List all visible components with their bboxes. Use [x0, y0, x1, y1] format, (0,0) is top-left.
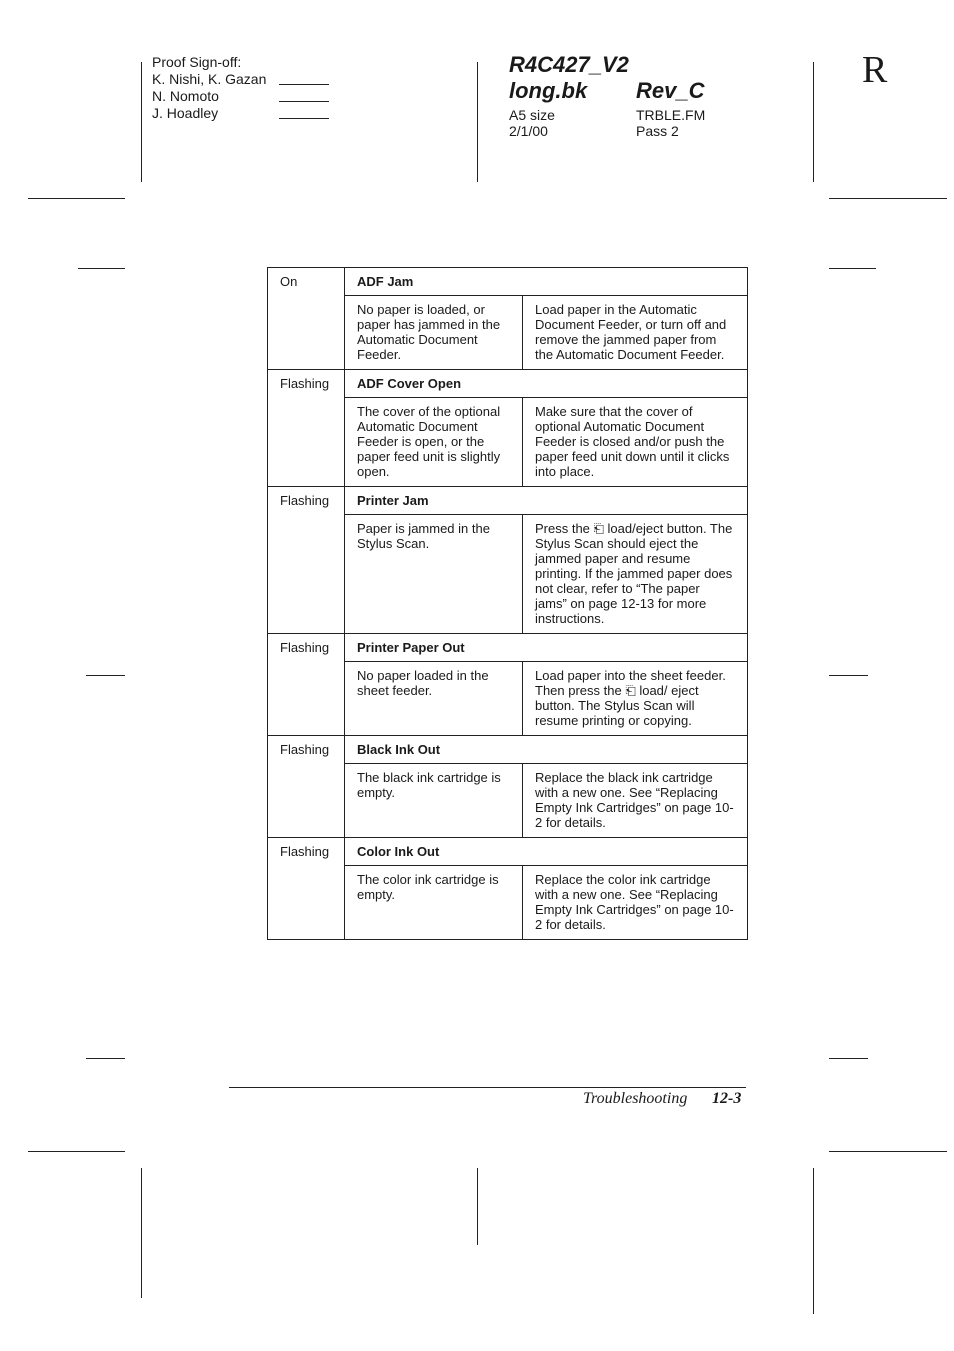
error-header-row: [268, 487, 748, 515]
error-name: ADF Cover Open: [345, 370, 748, 398]
crop-mark: [829, 198, 947, 199]
signer-name: K. Nishi, K. Gazan: [152, 71, 267, 87]
error-header-row: [268, 634, 748, 662]
light-status: Flashing: [268, 634, 345, 736]
crop-mark: [86, 675, 125, 676]
crop-mark: [86, 1058, 125, 1059]
error-header-row: [268, 370, 748, 398]
crop-mark: [28, 198, 125, 199]
footer-section-title: Troubleshooting: [583, 1090, 688, 1107]
error-solution: Press the ⎗ load/eject button. The Stylus Scan should eject the jammed paper and resume printing. If the jammed paper does not clear, refer to “The paper jams” on page 12-13 for more instructions.: [523, 515, 748, 634]
signer-name: N. Nomoto: [152, 88, 219, 104]
error-table-body: [268, 268, 748, 940]
signoff-row: [152, 105, 329, 122]
crop-mark: [141, 62, 142, 182]
crop-mark: [829, 675, 868, 676]
error-cause: The black ink cartridge is empty.: [345, 764, 523, 838]
error-name: Color Ink Out: [345, 838, 748, 866]
signoff-row: [152, 71, 329, 88]
error-name: Printer Paper Out: [345, 634, 748, 662]
crop-mark: [829, 268, 876, 269]
signature-line: [279, 71, 329, 85]
crop-mark: [28, 1151, 125, 1152]
crop-mark: [813, 1168, 814, 1314]
light-status: Flashing: [268, 370, 345, 487]
doc-date: 2/1/00: [509, 123, 548, 139]
error-cause: The color ink cartridge is empty.: [345, 866, 523, 940]
error-header-row: [268, 268, 748, 296]
footer-rule: [229, 1087, 746, 1088]
error-solution: Replace the color ink cartridge with a new one. See “Replacing Empty Ink Cartridges” on page 10-2 for details.: [523, 866, 748, 940]
error-cause: No paper loaded in the sheet feeder.: [345, 662, 523, 736]
error-header-row: [268, 736, 748, 764]
signoff-title: Proof Sign-off:: [152, 54, 242, 70]
proof-signoff: [152, 54, 329, 122]
error-name: Black Ink Out: [345, 736, 748, 764]
fm-file: TRBLE.FM: [636, 107, 706, 123]
light-status: Flashing: [268, 487, 345, 634]
revision: Rev_C: [636, 78, 705, 103]
error-table: [267, 267, 748, 940]
signature-line: [279, 88, 329, 102]
light-status: Flashing: [268, 736, 345, 838]
paper-size: A5 size: [509, 107, 555, 123]
crop-mark: [813, 62, 814, 182]
crop-mark: [829, 1058, 868, 1059]
signature-line: [279, 105, 329, 119]
error-solution: Make sure that the cover of optional Automatic Document Feeder is closed and/or push the paper feed unit down until it clicks into place.: [523, 398, 748, 487]
error-header-row: [268, 838, 748, 866]
light-status: Flashing: [268, 838, 345, 940]
light-status: On: [268, 268, 345, 370]
error-solution: Load paper in the Automatic Document Feeder, or turn off and remove the jammed paper from the Automatic Document Feeder.: [523, 296, 748, 370]
crop-mark: [477, 1168, 478, 1245]
signer-name: J. Hoadley: [152, 105, 219, 121]
error-solution: Replace the black ink cartridge with a new one. See “Replacing Empty Ink Cartridges” on page 10-2 for details.: [523, 764, 748, 838]
error-name: ADF Jam: [345, 268, 748, 296]
book-file: long.bk: [509, 78, 588, 103]
crop-mark: [141, 1168, 142, 1298]
error-cause: Paper is jammed in the Stylus Scan.: [345, 515, 523, 634]
pass-number: Pass 2: [636, 123, 679, 139]
side-letter: R: [862, 49, 888, 91]
crop-mark: [829, 1151, 947, 1152]
signoff-row: [152, 88, 329, 105]
error-name: Printer Jam: [345, 487, 748, 515]
doc-code: R4C427_V2: [509, 52, 629, 77]
page-number: 12-3: [712, 1090, 742, 1107]
error-cause: The cover of the optional Automatic Document Feeder is open, or the paper feed unit is slightly open.: [345, 398, 523, 487]
error-solution: Load paper into the sheet feeder. Then press the ⎗ load/ eject button. The Stylus Scan will resume printing or copying.: [523, 662, 748, 736]
error-cause: No paper is loaded, or paper has jammed in the Automatic Document Feeder.: [345, 296, 523, 370]
crop-mark: [78, 268, 125, 269]
crop-mark: [477, 62, 478, 182]
